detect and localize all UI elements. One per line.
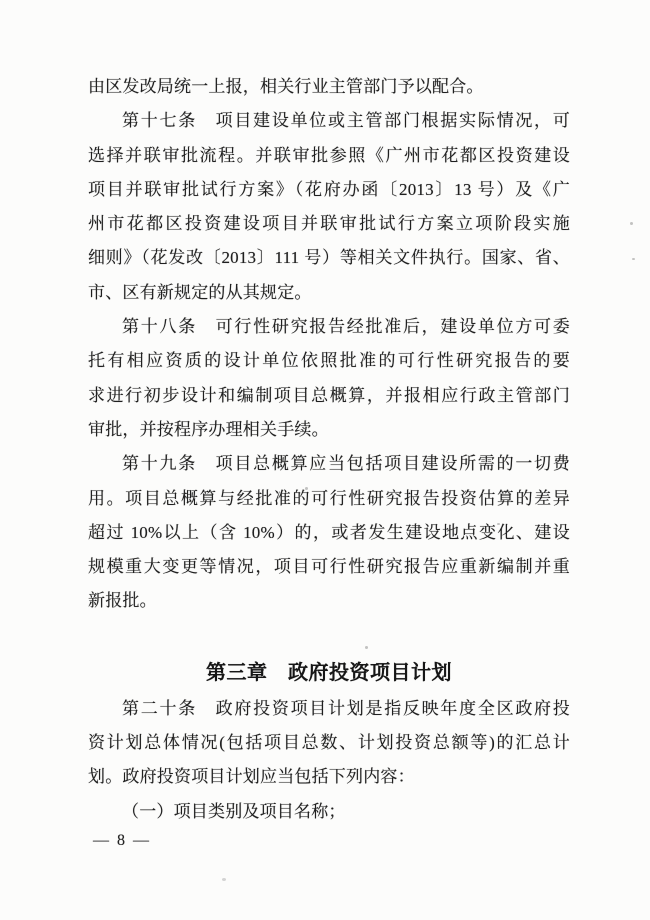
document-line: 由区发改局统一上报，相关行业主管部门予以配合。 [88,77,484,96]
document-line: 资计划总体情况(包括项目总数、计划投资总额等)的汇总计 [88,733,570,753]
document-line: （一）项目类别及项目名称； [122,801,346,821]
document-line: 第二十条 政府投资项目计划是指反映年度全区政府投 [122,698,570,718]
page-number: — 8 — [93,832,151,849]
document-line: 托有相应资质的设计单位依照批准的可行性研究报告的要 [88,351,570,371]
scan-speck [365,646,368,649]
document-line: 求进行初步设计和编制项目总概算，并报相应行政主管部门 [88,385,570,405]
scan-speck [222,878,226,881]
scan-speck [497,523,500,525]
scan-speck [305,487,308,490]
document-line: 第十八条 可行性研究报告经批准后，建设单位方可委 [122,317,570,337]
document-line: 州市花都区投资建设项目并联审批试行方案立项阶段实施 [88,214,570,234]
chapter-heading: 第三章 政府投资项目计划 [206,661,452,684]
document-line: 细则》（花发改〔2013〕111 号）等相关文件执行。国家、省、 [88,248,570,268]
document-line: 新报批。 [88,591,157,611]
document-line: 第十七条 项目建设单位或主管部门根据实际情况，可 [122,111,570,131]
document-content [88,70,570,829]
document-line: 市、区有新规定的从其规定。 [88,282,312,302]
document-line: 用。项目总概算与经批准的可行性研究报告投资估算的差异 [88,488,570,508]
document-line: 划。政府投资项目计划应当包括下列内容： [88,767,415,787]
document-line: 审批，并按程序办理相关手续。 [88,419,329,439]
document-line: 第十九条 项目总概算应当包括项目建设所需的一切费 [122,454,570,474]
document-line: 选择并联审批流程。并联审批参照《广州市花都区投资建设 [88,145,570,165]
document-line: 规模重大变更等情况，项目可行性研究报告应重新编制并重 [88,557,570,577]
document-line: 项目并联审批试行方案》（花府办函〔2013〕13 号）及《广 [88,179,570,199]
document-line: 超过 10%以上（含 10%）的，或者发生建设地点变化、建设 [88,522,570,542]
scan-speck [632,258,635,260]
scan-speck [630,222,633,225]
